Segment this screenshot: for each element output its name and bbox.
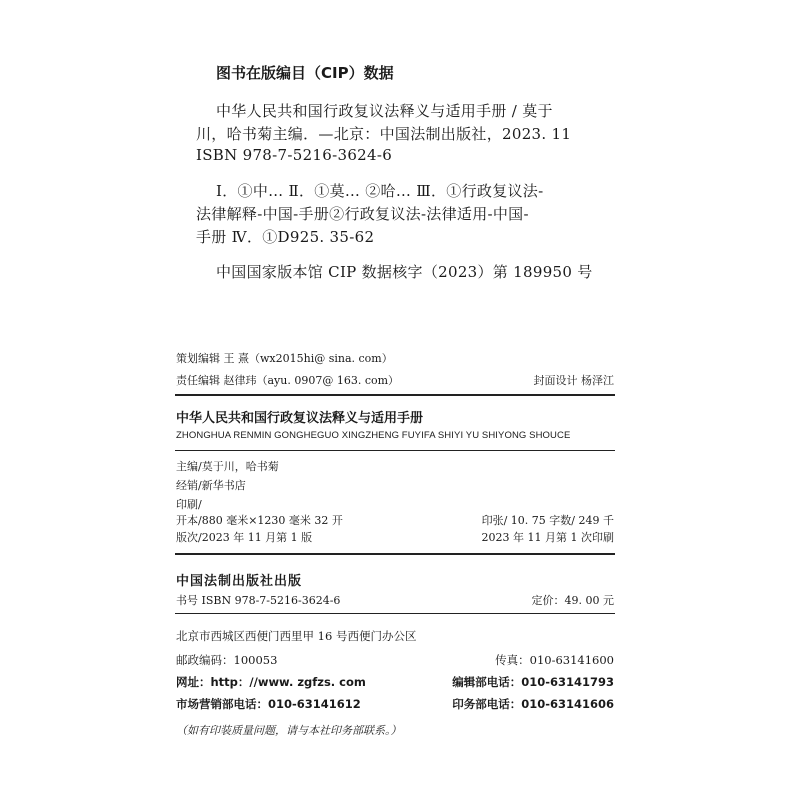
book-sheets-words: 印张/ 10. 75 字数/ 249 千 [481, 514, 614, 527]
cip-line-7: 中国国家版本馆 CIP 数据核字（2023）第 189950 号 [216, 263, 593, 281]
cip-line-1: 中华人民共和国行政复议法释义与适用手册 / 莫于 [216, 102, 553, 120]
cip-line-6: 手册 Ⅳ．①D925. 35-62 [196, 228, 375, 246]
marketing-phone: 市场营销部电话：010-63141612 [176, 697, 361, 711]
planning-editor: 策划编辑 王 熹（wx2015hi@ sina. com） [176, 352, 393, 365]
divider-rule [175, 553, 615, 555]
fax: 传真：010-63141600 [495, 653, 614, 667]
publisher-isbn: 书号 ISBN 978-7-5216-3624-6 [176, 594, 341, 607]
cip-isbn-line: ISBN 978-7-5216-3624-6 [196, 146, 393, 164]
book-editors: 主编/莫于川，哈书菊 [176, 460, 279, 473]
postcode: 邮政编码：100053 [176, 653, 278, 667]
cip-line-4: Ⅰ．①中… Ⅱ．①莫… ②哈… Ⅲ．①行政复议法- [216, 182, 544, 200]
website-link[interactable]: 网址：http：//www. zgfzs. com [176, 675, 366, 689]
book-format: 开本/880 毫米×1230 毫米 32 开 [176, 514, 343, 527]
book-title: 中华人民共和国行政复议法释义与适用手册 [176, 411, 424, 426]
divider-rule [175, 613, 615, 614]
cip-heading: 图书在版编目（CIP）数据 [216, 64, 394, 82]
book-edition: 版次/2023 年 11 月第 1 版 [176, 531, 313, 544]
book-price: 定价：49. 00 元 [531, 594, 614, 607]
cip-line-5: 法律解释-中国-手册②行政复议法-法律适用-中国- [196, 205, 529, 223]
book-printer: 印刷/ [176, 498, 202, 511]
divider-rule [175, 450, 615, 451]
printing-phone: 印务部电话：010-63141606 [452, 697, 614, 711]
publisher-name: 中国法制出版社出版 [176, 574, 303, 589]
book-pinyin: ZHONGHUA RENMIN GONGHEGUO XINGZHENG FUYIFA SHIYI YU SHIYONG SHOUCE [176, 430, 571, 441]
publisher-address: 北京市西城区西便门西里甲 16 号西便门办公区 [176, 629, 417, 643]
cip-line-2: 川，哈书菊主编．—北京：中国法制出版社，2023. 11 [196, 125, 572, 143]
cover-design: 封面设计 杨泽江 [533, 374, 614, 387]
book-distributor: 经销/新华书店 [176, 479, 246, 492]
book-printing: 2023 年 11 月第 1 次印刷 [481, 531, 614, 544]
responsible-editor: 责任编辑 赵律玮（ayu. 0907@ 163. com） [176, 374, 400, 387]
quality-note: （如有印装质量问题，请与本社印务部联系。） [176, 724, 402, 737]
divider-rule [175, 394, 615, 396]
editorial-phone: 编辑部电话：010-63141793 [452, 675, 614, 689]
